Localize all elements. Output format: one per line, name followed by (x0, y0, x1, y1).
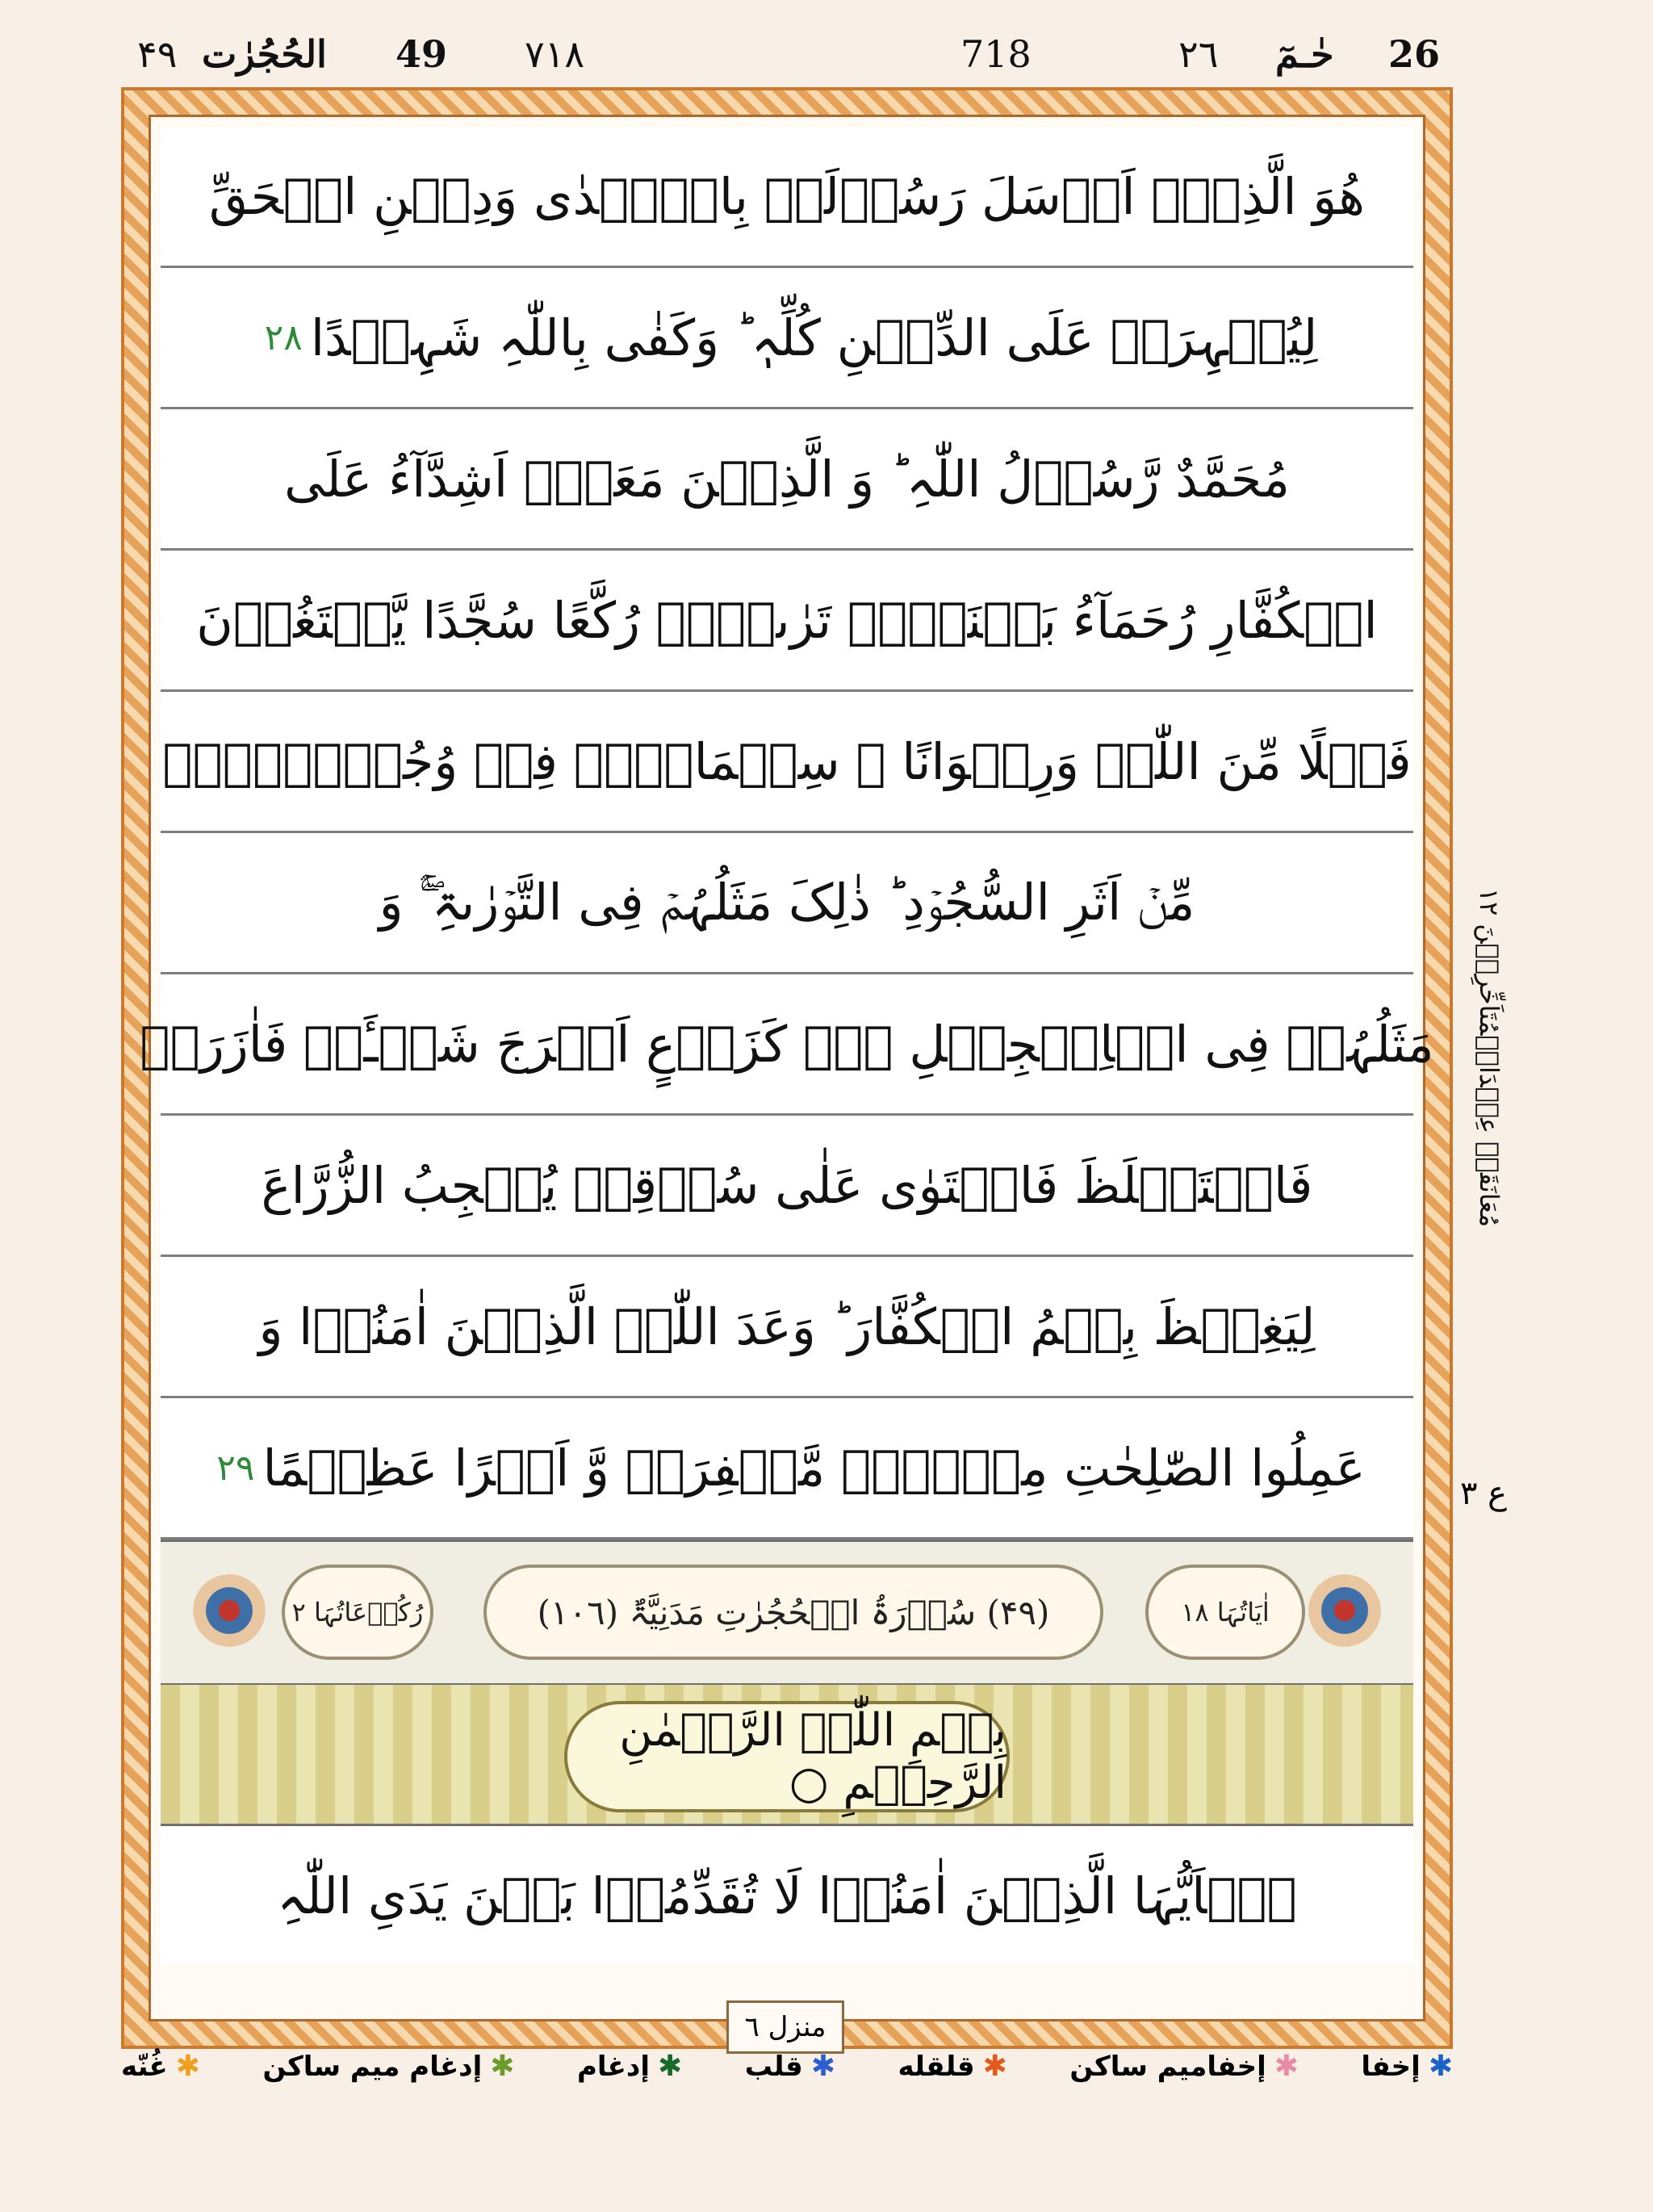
surah-header-banner (161, 1540, 1413, 1686)
text-line-10: عَمِلُوا الصّٰلِحٰتِ مِنۡہُمۡ مَّغۡفِرَۃً وَّ اَجۡرًا عَظِیۡمًا ۲۹ (161, 1398, 1413, 1540)
page-border (121, 87, 1453, 2049)
asterisk-icon: ✱ (982, 2050, 1007, 2083)
asterisk-icon: ✱ (490, 2050, 515, 2083)
text-line-7: مَثَلُہُمۡ فِی الۡاِنۡجِیۡلِ ۚ۟ۛ کَزَرۡعٍ اَخۡرَجَ شَطۡـَٔہٗ فَاٰزَرَہٗ (161, 974, 1413, 1116)
page-number: 718 (960, 32, 1032, 76)
asterisk-icon: ✱ (658, 2050, 683, 2083)
surah-name: الحُجُرٰت (202, 32, 327, 76)
floral-ornament-icon (1308, 1574, 1381, 1647)
ayah-number-marker: ۲۹ (216, 1447, 255, 1489)
text-line-5: فَضۡلًا مِّنَ اللّٰہِ وَرِضۡوَانًا ۫ سِیۡمَاہُمۡ فِیۡ وُجُوۡہِہِمۡ (161, 692, 1413, 833)
surah-title: (۴۹) سُوۡرَۃُ الۡحُجُرٰتِ مَدَنِیَّۃٌ (۱۰٦) (483, 1565, 1103, 1660)
legend-item: ✱ إدغام (576, 2050, 683, 2083)
text-line-4: الۡکُفَّارِ رُحَمَآءُ بَیۡنَہُمۡ تَرٰىہُمۡ رُکَّعًا سُجَّدًا یَّبۡتَغُوۡنَ (161, 551, 1413, 692)
legend-item: ✱ إخفاميم ساكن (1069, 2050, 1299, 2083)
text-line-3: مُحَمَّدٌ رَّسُوۡلُ اللّٰہِ ؕ وَ الَّذِیۡنَ مَعَہٗۤ اَشِدَّآءُ عَلَی (161, 409, 1413, 551)
legend-item: ✱ إخفا (1361, 2050, 1453, 2083)
juz-number: 26 (1388, 32, 1441, 76)
text-line-9: لِیَغِیۡظَ بِہِمُ الۡکُفَّارَ ؕ وَعَدَ اللّٰہُ الَّذِیۡنَ اٰمَنُوۡا وَ (161, 1257, 1413, 1398)
floral-ornament-icon (193, 1574, 266, 1647)
asterisk-icon: ✱ (175, 2050, 200, 2083)
asterisk-icon: ✱ (1274, 2050, 1299, 2083)
margin-note: مُعَانَقَۃٌ عِنۡدَالۡمُتَاَخِّرِیۡنَ ۱۲ (1474, 887, 1504, 1228)
text-line-2: لِیُظۡہِرَہٗ عَلَی الدِّیۡنِ کُلِّہٖ ؕ وَکَفٰی بِاللّٰہِ شَہِیۡدًا ۲۸ (161, 268, 1413, 409)
ruku-count: رُکُوۡعَاتُہَا ۲ (282, 1565, 433, 1660)
legend-item: ✱ قلقله (898, 2050, 1007, 2083)
juz-name: حٰـمٓ (1275, 32, 1334, 76)
manzil-label: منزل ٦ (726, 2000, 844, 2054)
text-line-1: هُوَ الَّذِیۡۤ اَرۡسَلَ رَسُوۡلَہٗ بِالۡہُدٰی وَدِیۡنِ الۡحَقِّ (161, 127, 1413, 268)
text-line-8: فَاسۡتَغۡلَظَ فَاسۡتَوٰی عَلٰی سُوۡقِہٖ یُعۡجِبُ الزُّرَّاعَ (161, 1116, 1413, 1257)
legend-item: ✱ غُنّه (121, 2050, 200, 2083)
text-line-11: یٰۤاَیُّہَا الَّذِیۡنَ اٰمَنُوۡا لَا تُقَدِّمُوۡا بَیۡنَ یَدَیِ اللّٰہِ (161, 1827, 1413, 1964)
text-line-6: مِّنۡ اَثَرِ السُّجُوۡدِ ؕ ذٰلِکَ مَثَلُہُمۡ فِی التَّوۡرٰىۃِ ۚۖۛ وَ (161, 833, 1413, 974)
ayat-count: اٰیَاتُہَا ۱۸ (1145, 1565, 1305, 1660)
ayah-number-marker: ۲۸ (264, 316, 303, 358)
bismillah-band (161, 1685, 1413, 1826)
ruku-margin-mark: ع ٣ (1459, 1475, 1508, 1512)
legend-item: ✱ قلب (744, 2050, 835, 2083)
page-number-arabic: ۷۱۸ (525, 32, 585, 76)
juz-number-arabic: ۲٦ (1178, 32, 1219, 76)
asterisk-icon: ✱ (810, 2050, 835, 2083)
legend-item: ✱ إدغام ميم ساكن (262, 2050, 515, 2083)
asterisk-icon: ✱ (1428, 2050, 1453, 2083)
surah-number: 49 (395, 32, 448, 76)
bismillah: بِسۡمِ اللّٰہِ الرَّحۡمٰنِ الرَّحِیۡمِ ○ (564, 1701, 1010, 1812)
text-area (140, 115, 1434, 2021)
surah-number-arabic: ۴۹ (137, 32, 178, 76)
tajweed-legend (121, 2042, 1453, 2091)
